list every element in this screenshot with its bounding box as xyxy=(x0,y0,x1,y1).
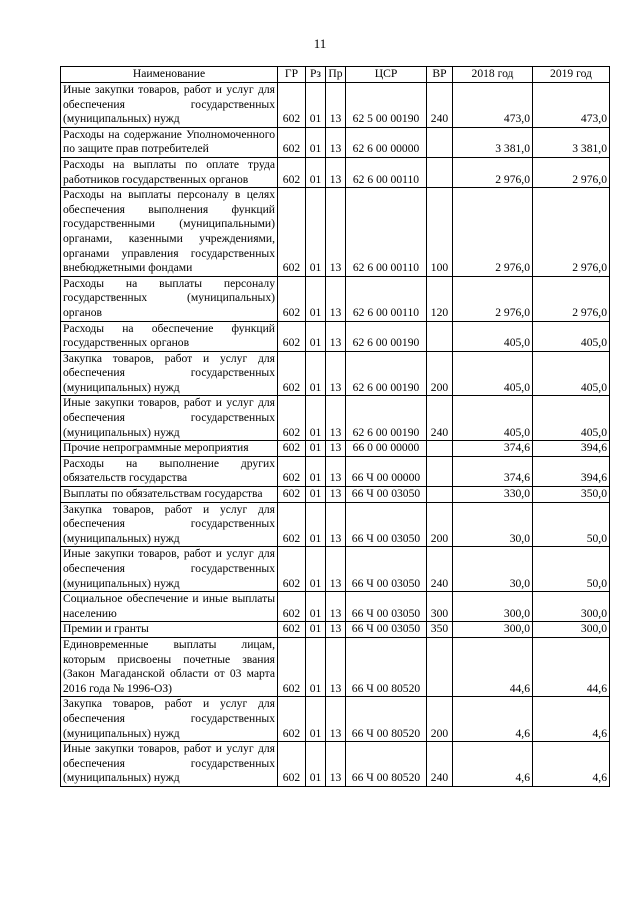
row-rz: 01 xyxy=(306,351,326,396)
row-rz: 01 xyxy=(306,547,326,592)
row-name: Расходы на содержание Уполномоченного по защите прав потребителей xyxy=(61,127,278,157)
row-vr: 200 xyxy=(427,351,453,396)
row-rz: 01 xyxy=(306,742,326,787)
table-row xyxy=(61,276,610,321)
row-2019: 2 976,0 xyxy=(533,276,610,321)
header-name: Наименование xyxy=(61,67,278,83)
row-rz: 01 xyxy=(306,592,326,622)
row-name: Закупка товаров, работ и услуг для обеспечения государственных (муниципальных) нужд xyxy=(61,351,278,396)
row-gr: 602 xyxy=(278,547,306,592)
table-row xyxy=(61,83,610,128)
row-pr: 13 xyxy=(326,441,346,457)
table-row xyxy=(61,321,610,351)
row-gr: 602 xyxy=(278,276,306,321)
row-2018: 4,6 xyxy=(453,742,533,787)
row-gr: 602 xyxy=(278,697,306,742)
row-csr: 66 Ч 00 80520 xyxy=(346,742,427,787)
row-gr: 602 xyxy=(278,351,306,396)
table-row xyxy=(61,127,610,157)
row-2019: 50,0 xyxy=(533,502,610,547)
row-name: Расходы на выполнение других обязательств государства xyxy=(61,456,278,486)
row-csr: 66 Ч 00 00000 xyxy=(346,456,427,486)
row-pr: 13 xyxy=(326,157,346,187)
row-vr: 300 xyxy=(427,592,453,622)
row-vr: 240 xyxy=(427,396,453,441)
row-rz: 01 xyxy=(306,396,326,441)
row-vr xyxy=(427,487,453,503)
row-pr: 13 xyxy=(326,742,346,787)
row-gr: 602 xyxy=(278,321,306,351)
table-row xyxy=(61,351,610,396)
row-2018: 330,0 xyxy=(453,487,533,503)
row-csr: 66 Ч 00 03050 xyxy=(346,547,427,592)
row-rz: 01 xyxy=(306,157,326,187)
row-name: Расходы на выплаты персоналу в целях обеспечения выполнения функций государственными (муниципальными) органами, казенными учреждениями, органами управления государственных внебюджетными фондами xyxy=(61,188,278,277)
row-pr: 13 xyxy=(326,276,346,321)
row-pr: 13 xyxy=(326,637,346,696)
row-vr xyxy=(427,321,453,351)
table-row xyxy=(61,487,610,503)
row-gr: 602 xyxy=(278,456,306,486)
table-row xyxy=(61,441,610,457)
row-rz: 01 xyxy=(306,83,326,128)
page-number: 11 xyxy=(313,36,327,51)
row-gr: 602 xyxy=(278,592,306,622)
row-name: Расходы на выплаты по оплате труда работников государственных органов xyxy=(61,157,278,187)
table-row xyxy=(61,547,610,592)
row-pr: 13 xyxy=(326,188,346,277)
row-name: Иные закупки товаров, работ и услуг для обеспечения государственных (муниципальных) нужд xyxy=(61,742,278,787)
table-row xyxy=(61,502,610,547)
row-name: Выплаты по обязательствам государства xyxy=(61,487,278,503)
header-gr: ГР xyxy=(278,67,306,83)
row-vr xyxy=(427,456,453,486)
row-rz: 01 xyxy=(306,276,326,321)
row-name: Единовременные выплаты лицам, которым присвоены почетные звания (Закон Магаданской области от 03 марта 2016 года № 1996-ОЗ) xyxy=(61,637,278,696)
row-2018: 374,6 xyxy=(453,456,533,486)
row-pr: 13 xyxy=(326,697,346,742)
header-2019: 2019 год xyxy=(533,67,610,83)
row-2018: 2 976,0 xyxy=(453,276,533,321)
row-name: Расходы на выплаты персоналу государственных (муниципальных) органов xyxy=(61,276,278,321)
row-name: Закупка товаров, работ и услуг для обеспечения государственных (муниципальных) нужд xyxy=(61,697,278,742)
row-2019: 300,0 xyxy=(533,592,610,622)
row-gr: 602 xyxy=(278,188,306,277)
row-vr xyxy=(427,157,453,187)
row-pr: 13 xyxy=(326,351,346,396)
row-2018: 30,0 xyxy=(453,547,533,592)
row-2018: 3 381,0 xyxy=(453,127,533,157)
row-2019: 2 976,0 xyxy=(533,188,610,277)
header-pr: Пр xyxy=(326,67,346,83)
header-2018: 2018 год xyxy=(453,67,533,83)
row-2018: 405,0 xyxy=(453,351,533,396)
row-vr: 350 xyxy=(427,622,453,638)
header-vr: ВР xyxy=(427,67,453,83)
row-vr xyxy=(427,441,453,457)
row-2018: 473,0 xyxy=(453,83,533,128)
row-name: Премии и гранты xyxy=(61,622,278,638)
row-2019: 4,6 xyxy=(533,697,610,742)
row-2018: 2 976,0 xyxy=(453,188,533,277)
row-gr: 602 xyxy=(278,396,306,441)
row-gr: 602 xyxy=(278,157,306,187)
row-2019: 3 381,0 xyxy=(533,127,610,157)
row-csr: 66 Ч 00 80520 xyxy=(346,697,427,742)
row-csr: 62 6 00 00110 xyxy=(346,276,427,321)
row-2018: 405,0 xyxy=(453,396,533,441)
row-csr: 62 5 00 00190 xyxy=(346,83,427,128)
row-csr: 62 6 00 00110 xyxy=(346,157,427,187)
row-name: Иные закупки товаров, работ и услуг для обеспечения государственных (муниципальных) нужд xyxy=(61,83,278,128)
row-gr: 602 xyxy=(278,441,306,457)
row-name: Социальное обеспечение и иные выплаты населению xyxy=(61,592,278,622)
row-2019: 4,6 xyxy=(533,742,610,787)
table-row xyxy=(61,157,610,187)
table-row xyxy=(61,637,610,696)
row-vr: 240 xyxy=(427,83,453,128)
row-vr: 240 xyxy=(427,547,453,592)
row-gr: 602 xyxy=(278,487,306,503)
row-vr xyxy=(427,127,453,157)
row-2018: 300,0 xyxy=(453,592,533,622)
row-2018: 4,6 xyxy=(453,697,533,742)
row-gr: 602 xyxy=(278,622,306,638)
row-csr: 62 6 00 00110 xyxy=(346,188,427,277)
row-name: Иные закупки товаров, работ и услуг для обеспечения государственных (муниципальных) нужд xyxy=(61,396,278,441)
row-rz: 01 xyxy=(306,637,326,696)
row-rz: 01 xyxy=(306,321,326,351)
header-csr: ЦСР xyxy=(346,67,427,83)
row-gr: 602 xyxy=(278,637,306,696)
row-2019: 350,0 xyxy=(533,487,610,503)
row-csr: 66 Ч 00 03050 xyxy=(346,592,427,622)
row-pr: 13 xyxy=(326,396,346,441)
table-row xyxy=(61,622,610,638)
row-gr: 602 xyxy=(278,742,306,787)
row-gr: 602 xyxy=(278,127,306,157)
row-pr: 13 xyxy=(326,487,346,503)
row-2019: 2 976,0 xyxy=(533,157,610,187)
row-pr: 13 xyxy=(326,502,346,547)
row-2019: 405,0 xyxy=(533,321,610,351)
row-2018: 30,0 xyxy=(453,502,533,547)
row-pr: 13 xyxy=(326,547,346,592)
row-vr xyxy=(427,637,453,696)
row-name: Закупка товаров, работ и услуг для обеспечения государственных (муниципальных) нужд xyxy=(61,502,278,547)
row-csr: 66 Ч 00 80520 xyxy=(346,637,427,696)
row-rz: 01 xyxy=(306,487,326,503)
budget-table xyxy=(60,66,610,787)
row-rz: 01 xyxy=(306,127,326,157)
table-row xyxy=(61,456,610,486)
row-name: Прочие непрограммные мероприятия xyxy=(61,441,278,457)
table-row xyxy=(61,697,610,742)
row-vr: 240 xyxy=(427,742,453,787)
table-row xyxy=(61,396,610,441)
row-2019: 405,0 xyxy=(533,396,610,441)
table-row xyxy=(61,188,610,277)
table-row xyxy=(61,742,610,787)
row-pr: 13 xyxy=(326,456,346,486)
row-rz: 01 xyxy=(306,188,326,277)
row-vr: 200 xyxy=(427,697,453,742)
row-2019: 394,6 xyxy=(533,456,610,486)
row-vr: 120 xyxy=(427,276,453,321)
row-pr: 13 xyxy=(326,127,346,157)
row-2019: 300,0 xyxy=(533,622,610,638)
row-vr: 100 xyxy=(427,188,453,277)
header-rz: Рз xyxy=(306,67,326,83)
row-csr: 62 6 00 00000 xyxy=(346,127,427,157)
row-pr: 13 xyxy=(326,321,346,351)
row-name: Расходы на обеспечение функций государственных органов xyxy=(61,321,278,351)
row-vr: 200 xyxy=(427,502,453,547)
row-2019: 394,6 xyxy=(533,441,610,457)
row-2018: 2 976,0 xyxy=(453,157,533,187)
row-csr: 66 Ч 00 03050 xyxy=(346,502,427,547)
row-csr: 62 6 00 00190 xyxy=(346,396,427,441)
row-2018: 300,0 xyxy=(453,622,533,638)
row-pr: 13 xyxy=(326,592,346,622)
table-header-row xyxy=(61,67,610,83)
row-2019: 50,0 xyxy=(533,547,610,592)
row-csr: 66 Ч 00 03050 xyxy=(346,622,427,638)
row-2018: 405,0 xyxy=(453,321,533,351)
row-2019: 405,0 xyxy=(533,351,610,396)
row-2019: 473,0 xyxy=(533,83,610,128)
row-name: Иные закупки товаров, работ и услуг для обеспечения государственных (муниципальных) нужд xyxy=(61,547,278,592)
row-gr: 602 xyxy=(278,83,306,128)
row-pr: 13 xyxy=(326,622,346,638)
row-rz: 01 xyxy=(306,697,326,742)
row-2018: 44,6 xyxy=(453,637,533,696)
row-csr: 66 Ч 00 03050 xyxy=(346,487,427,503)
row-csr: 62 6 00 00190 xyxy=(346,351,427,396)
row-2018: 374,6 xyxy=(453,441,533,457)
row-csr: 62 6 00 00190 xyxy=(346,321,427,351)
row-rz: 01 xyxy=(306,441,326,457)
row-gr: 602 xyxy=(278,502,306,547)
row-rz: 01 xyxy=(306,502,326,547)
row-rz: 01 xyxy=(306,622,326,638)
row-2019: 44,6 xyxy=(533,637,610,696)
row-csr: 66 0 00 00000 xyxy=(346,441,427,457)
row-rz: 01 xyxy=(306,456,326,486)
row-pr: 13 xyxy=(326,83,346,128)
table-row xyxy=(61,592,610,622)
